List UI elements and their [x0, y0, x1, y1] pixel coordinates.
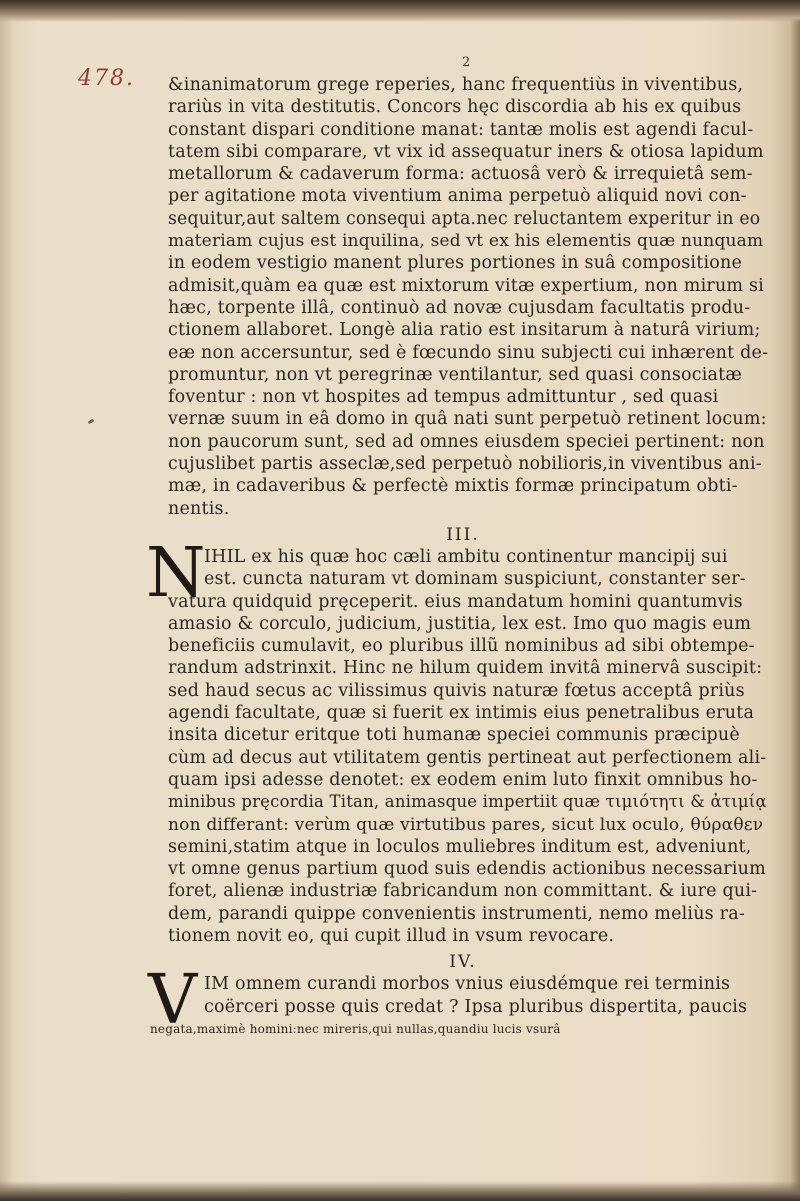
text-line: cujuslibet partis asseclæ,sed perpetuò nobilioris,in viventibus ani-: [168, 454, 762, 475]
text-line: promuntur, non vt peregrinæ ventilantur, sed quasi consociatæ: [168, 364, 743, 385]
text-line: per agitatione mota viventium anima perpetuò aliquid novi con-: [168, 186, 747, 207]
text-line: admisit,quàm ea quæ est mixtorum vitæ expertium, non mirum si: [168, 275, 764, 296]
text-line: coërceri posse quis credat ? Ipsa pluribus dispertita, paucis: [204, 996, 748, 1017]
text-line: tatem sibi comparare, vt vix id assequatur iners & otiosa lapidum: [168, 141, 764, 162]
text-line: IM omnem curandi morbos vnius eiusdémque rei terminis: [204, 974, 731, 995]
text-line: est. cuncta naturam vt dominam suspiciunt, constanter ser-: [204, 569, 746, 590]
text-line: vatura quidquid pręceperit. eius mandatum homini quantumvis: [168, 591, 743, 612]
text-line: eæ non accersuntur, sed è fœcundo sinu subjecti cui inhærent de-: [168, 342, 769, 363]
text-line: non differant: verùm quæ virtutibus pares, sicut lux oculo, θύραθεν: [168, 814, 764, 835]
text-line: beneficiis cumulavit, eo pluribus illũ nominibus ad sibi obtempe-: [168, 636, 755, 657]
text-line: sequitur,aut saltem consequi apta.nec reluctantem experitur in eo: [168, 208, 761, 229]
text-line: cùm ad decus aut vtilitatem gentis pertineat aut perfectionem ali-: [168, 747, 767, 768]
text-line: dem, parandi quippe convenientis instrumenti, nemo meliùs ra-: [168, 903, 745, 924]
text-line: sed haud secus ac vilissimus quivis naturæ fœtus acceptâ priùs: [168, 680, 745, 701]
text-line: minibus pręcordia Titan, animasque impertiit quæ τιμιότητι & ἀτιμίᾳ: [168, 792, 767, 812]
text-line: constant dispari conditione manat: tantæ molis est agendi facul-: [168, 119, 754, 140]
text-line: foventur : non vt hospites ad tempus admittuntur , sed quasi: [168, 387, 719, 408]
handwritten-folio-number: 478.: [78, 66, 135, 91]
drop-cap-n: N: [146, 533, 206, 613]
text-line: hæc, torpente illâ, continuò ad novæ cujusdam facultatis produ-: [168, 297, 751, 318]
section-heading-4: IV.: [449, 952, 477, 973]
text-line: rariùs in vita destitutis. Concors hęc discordia ab his ex quibus: [168, 97, 742, 118]
text-line: insita dicetur eritque toti humanæ speciei communis præcipuè: [168, 725, 740, 746]
drop-cap-v: V: [148, 961, 198, 1041]
text-line: metallorum & cadaverum forma: actuosâ verò & irrequietâ sem-: [168, 164, 753, 185]
text-line: vernæ suum in eâ domo in quâ nati sunt perpetuò retinent locum:: [168, 409, 767, 430]
paragraph-1: [168, 74, 769, 520]
text-line: semini,statim atque in loculos muliebres inditum est, adveniunt,: [168, 836, 752, 857]
text-line: randum adstrinxit. Hinc ne hilum quidem invitâ minervâ suscipit:: [168, 658, 763, 679]
text-line: &inanimatorum grege reperies, hanc frequentiùs in viventibus,: [168, 75, 744, 95]
text-line: vt omne genus partium quod suis edendis actionibus necessarium: [168, 859, 766, 880]
section-heading-3: III.: [446, 524, 480, 545]
text-line: mæ, in cadaveribus & perfectè mixtis formæ principatum obti-: [168, 476, 738, 497]
text-line: materiam cujus est inquilina, sed vt ex his elementis quæ nunquam: [168, 231, 764, 252]
text-line: ctionem allaboret. Longè alia ratio est insitarum à naturâ virium;: [168, 320, 761, 341]
text-line: nentis.: [168, 498, 230, 519]
ink-mark: [88, 419, 95, 425]
text-line: amasio & corculo, judicium, justitia, lex est. Imo quo magis eum: [168, 613, 752, 634]
text-line: foret, alienæ industriæ fabricandum non committant. & iure qui-: [168, 881, 758, 902]
page-bottom-edge: [0, 1181, 800, 1201]
text-line: agendi facultate, quæ si fuerit ex intimis eius penetralibus eruta: [168, 703, 755, 724]
main-text-block: [146, 74, 769, 1041]
text-line: non paucorum sunt, sed ad omnes eiusdem speciei pertinent: non: [168, 431, 765, 452]
text-line: IHIL ex his quæ hoc cæli ambitu continentur mancipij sui: [204, 546, 728, 567]
text-line: negata,maximè homini:nec mireris,qui nullas,quandiu lucis vsurâ: [150, 1021, 561, 1036]
text-line: tionem novit eo, qui cupit illud in vsum revocare.: [168, 925, 615, 946]
page-top-edge: [0, 0, 800, 22]
text-line: quam ipsi adesse denotet: ex eodem enim luto finxit omnibus ho-: [168, 769, 758, 790]
text-line: in eodem vestigio manent plures portiones in suâ compositione: [168, 253, 743, 274]
printed-page-number: 2: [462, 55, 471, 70]
